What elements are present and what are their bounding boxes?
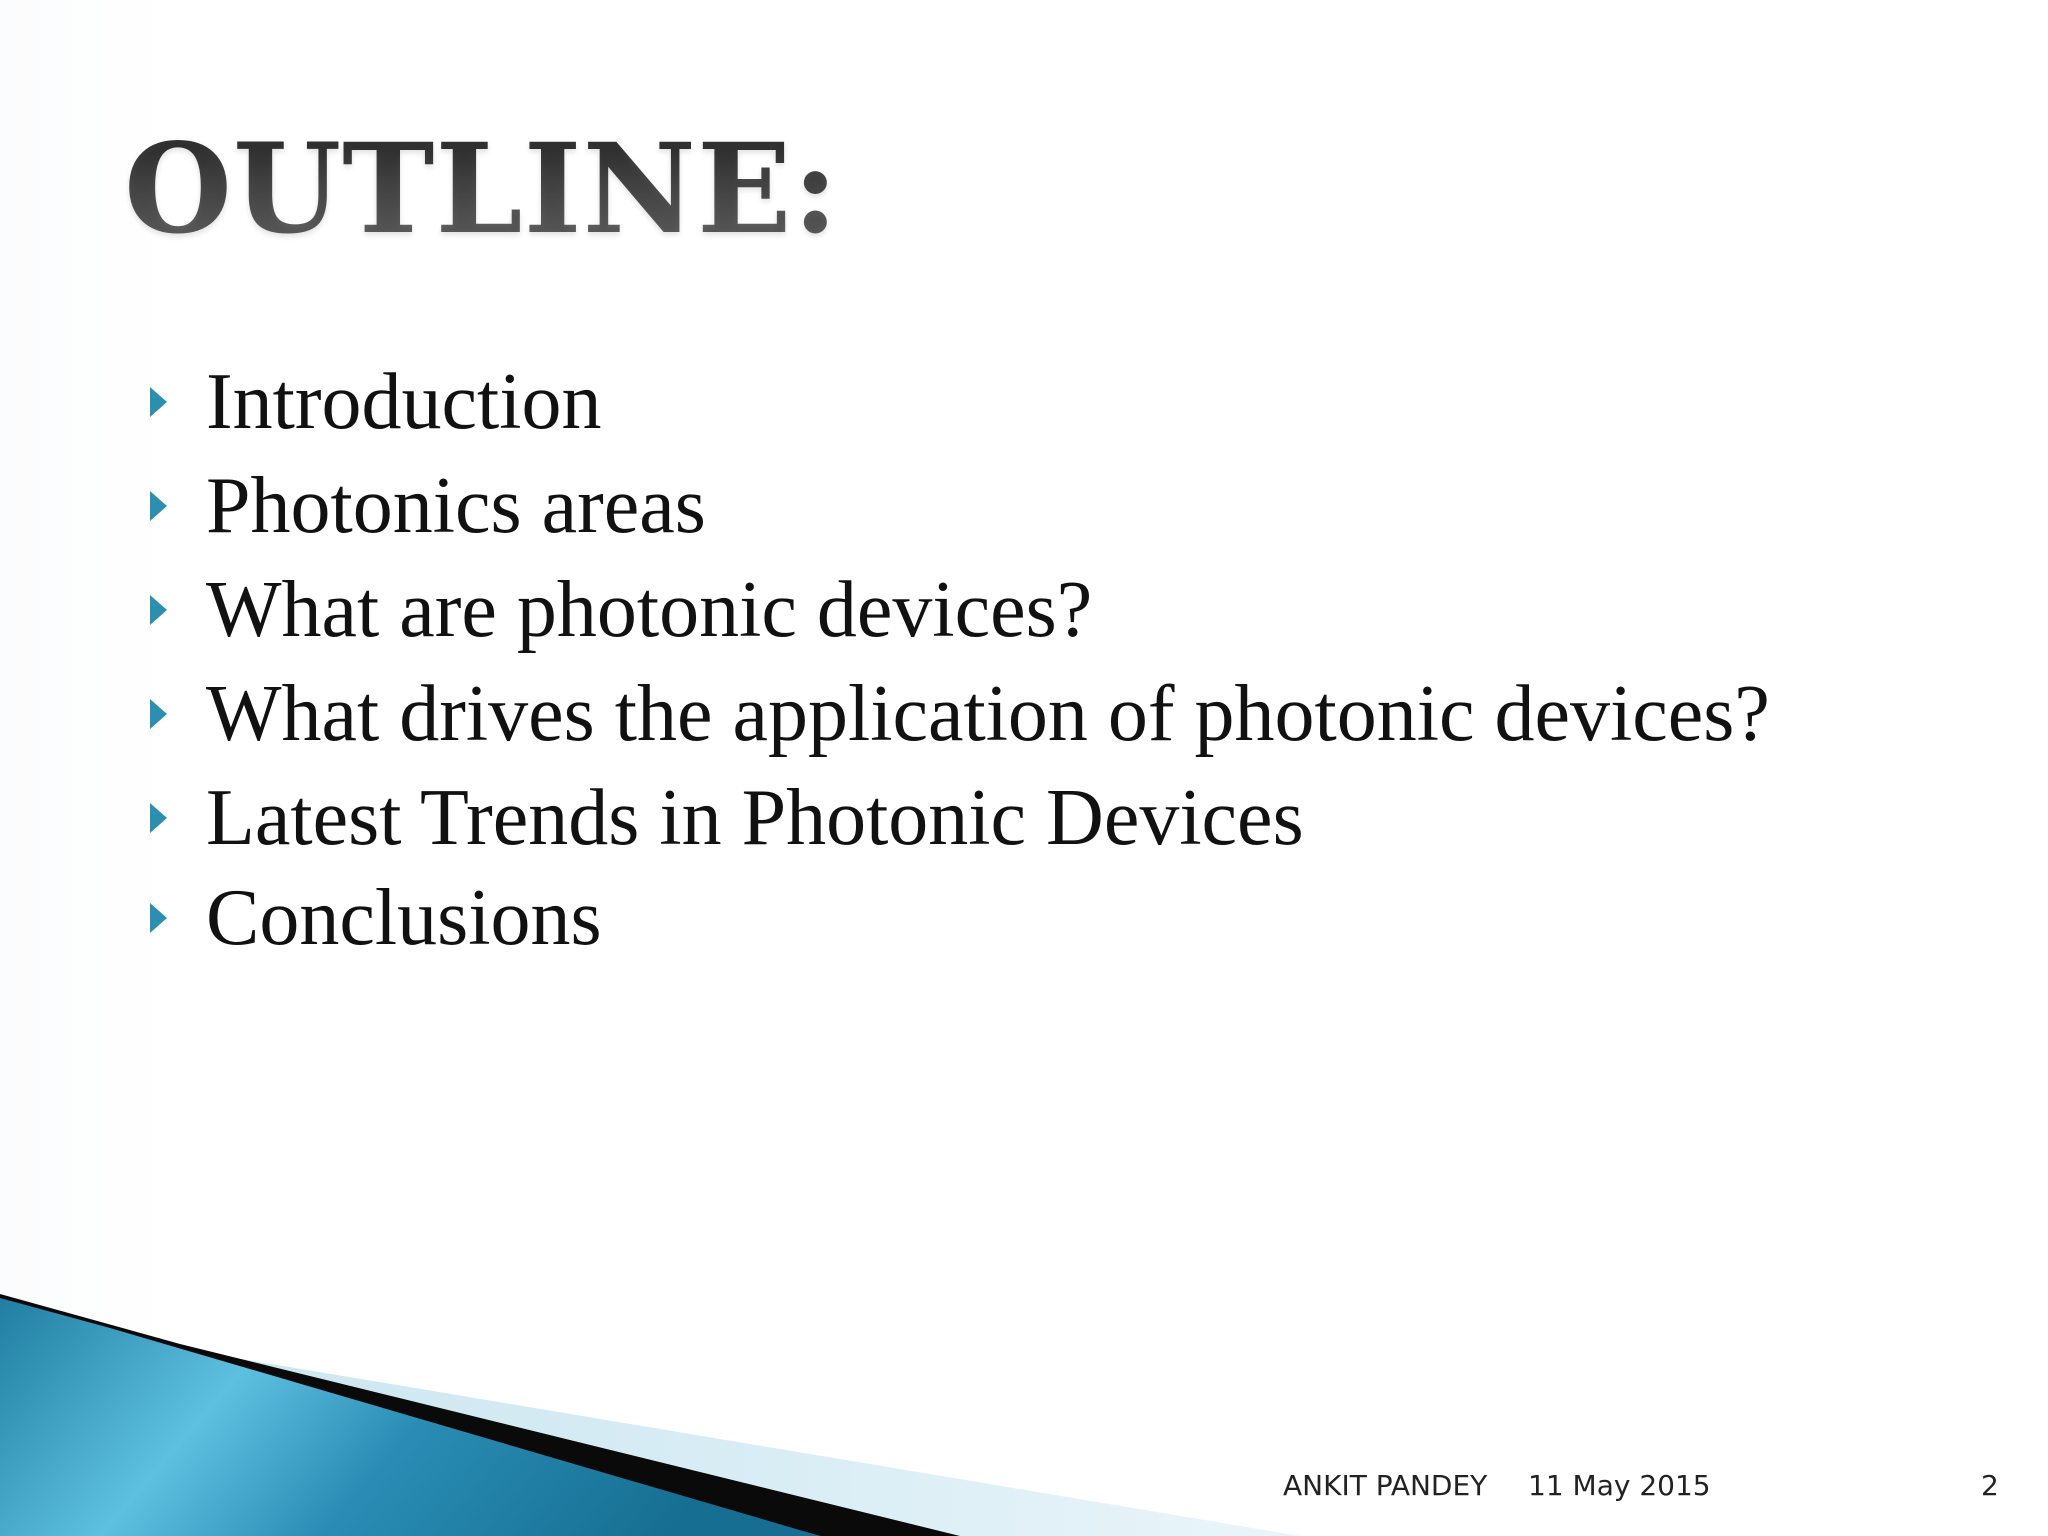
outline-list (150, 350, 1770, 966)
decorative-swoosh (0, 1290, 2048, 1536)
list-item-label: Conclusions (206, 874, 602, 962)
list-item (150, 870, 1770, 966)
list-item (150, 662, 1770, 766)
list-item-label: Photonics areas (206, 462, 706, 550)
triangle-right-icon (150, 903, 167, 933)
list-item-label: Introduction (206, 358, 602, 446)
list-item (150, 454, 1770, 558)
slide-title: OUTLINE: (124, 117, 840, 262)
footer-date: 11 May 2015 (1528, 1469, 1711, 1502)
swoosh-teal-band (0, 1298, 820, 1536)
footer-author: ANKIT PANDEY (1283, 1469, 1488, 1502)
triangle-right-icon (150, 491, 167, 521)
triangle-right-icon (150, 595, 167, 625)
triangle-right-icon (150, 699, 167, 729)
list-item-label: Latest Trends in Photonic Devices (206, 774, 1304, 862)
list-item (150, 766, 1770, 870)
list-item-label: What are photonic devices? (206, 566, 1093, 654)
triangle-right-icon (150, 803, 167, 833)
list-item-label: What drives the application of photonic devices? (206, 670, 1770, 758)
list-item (150, 558, 1770, 662)
footer-page-number: 2 (1981, 1469, 1999, 1502)
list-item (150, 350, 1770, 454)
triangle-right-icon (150, 387, 167, 417)
